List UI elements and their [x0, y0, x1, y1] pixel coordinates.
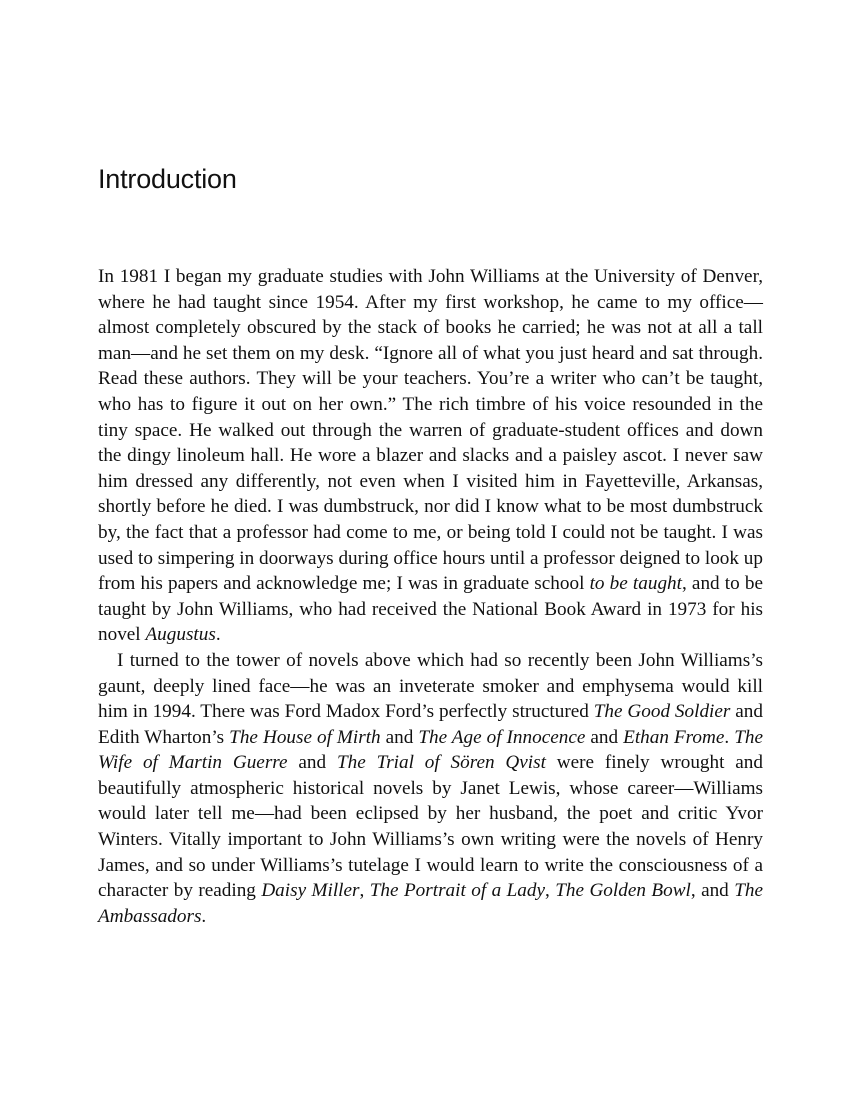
- italic-title-text: The Ambassadors: [98, 880, 763, 927]
- body-text-run: .: [724, 726, 735, 748]
- body-text-run: ,: [545, 880, 556, 902]
- italic-title-text: The Wife of Martin Guerre: [98, 726, 763, 774]
- italic-title-text: Augustus: [145, 624, 216, 646]
- body-text-run: .: [215, 624, 221, 646]
- italic-title-text: The House of Mirth: [229, 726, 381, 748]
- italic-title-text: to be taught: [589, 573, 682, 595]
- paragraph: [98, 648, 763, 930]
- body-text-run: and: [380, 726, 419, 748]
- italic-title-text: Ethan Frome: [623, 726, 725, 748]
- body-text-run: were finely wrought and beautifully atmospheric historical novels by Janet Lewis, whose career—Williams would later tell me—had been eclipsed by her husband, the poet and critic Yvor Winters. Vitally important to John Williams’s own writing were the novels of Henry James, and so under Williams’s tutelage I would learn to write the consciousness of a character by reading: [98, 752, 763, 902]
- body-text-run: In 1981 I began my graduate studies with John Williams at the University of Denver, where he had taught since 1954. After my first workshop, he came to my office—almost completely obscured by the stack of books he carried; he was not at all a tall man—and he set them on my desk. “Ignore all of what you just heard and sat through. Read these authors. They will be your teachers. You’re a writer who can’t be taught, who has to figure it out on her own.” The rich timbre of his voice resounded in the tiny space. He walked out through the warren of graduate-student offices and down the dingy linoleum hall. He wore a blazer and slacks and a paisley ascot. I never saw him dressed any differently, not even when I visited him in Fayetteville, Arkansas, shortly before he died. I was dumbstruck, nor did I know what to be most dumbstruck by, the fact that a professor had come to me, or being told I could not be taught. I was used to simpering in doorways during office hours until a professor deigned to look up from his papers and acknowledge me; I was in graduate school: [98, 266, 763, 595]
- body-text-run: and Edith Wharton’s: [98, 701, 763, 748]
- body-text-run: and: [287, 752, 337, 774]
- body-text-run: ,: [359, 880, 370, 902]
- italic-title-text: The Golden Bowl: [555, 880, 691, 902]
- body-text-run: .: [201, 905, 207, 927]
- body-text-run: , and: [690, 880, 735, 902]
- chapter-body: [98, 264, 763, 929]
- italic-title-text: The Portrait of a Lady: [369, 880, 545, 902]
- body-text-run: I turned to the tower of novels above which had so recently been John Williams’s gaunt, deeply lined face—he was an inveterate smoker and emphysema would kill him in 1994. There was Ford Madox Ford’s perfectly structured: [98, 649, 763, 723]
- italic-title-text: The Age of Innocence: [418, 726, 586, 748]
- italic-title-text: Daisy Miller: [261, 880, 360, 902]
- paragraph: [98, 264, 763, 648]
- italic-title-text: The Trial of Sören Qvist: [336, 752, 546, 774]
- body-text-run: and: [585, 726, 624, 748]
- body-text-run: , and to be taught by John Williams, who had received the National Book Award in 1973 for his novel: [98, 573, 763, 646]
- italic-title-text: The Good Soldier: [593, 701, 731, 723]
- chapter-heading: Introduction: [98, 164, 237, 194]
